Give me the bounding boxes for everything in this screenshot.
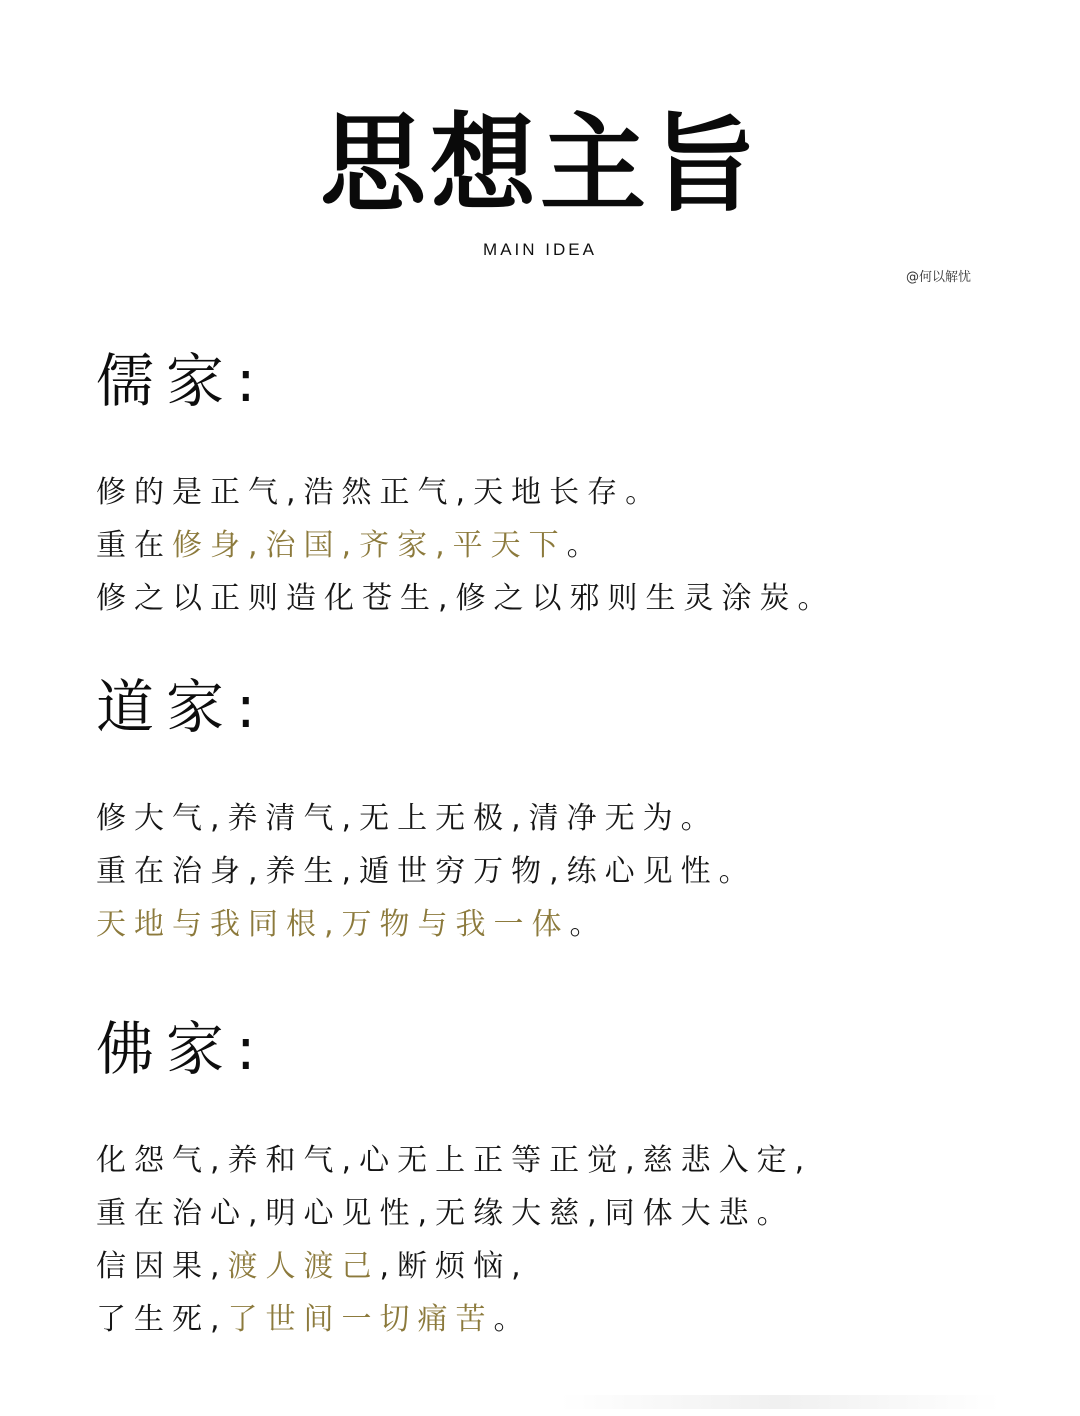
text-segment: 了生死, <box>96 1302 228 1337</box>
text-line <box>96 1134 812 1187</box>
text-line <box>96 1187 812 1240</box>
text-segment: ,断烦恼, <box>379 1249 529 1284</box>
text-segment: 。 <box>493 1302 532 1337</box>
page-subtitle: MAIN IDEA <box>483 240 597 259</box>
text-segment: 重在治心,明心见性,无缘大慈,同体大悲。 <box>96 1196 795 1231</box>
text-segment: 重在 <box>96 528 172 563</box>
section-lines <box>96 792 757 951</box>
section-lines <box>96 1134 812 1346</box>
section-heading: 佛家: <box>96 1015 268 1083</box>
text-segment: 信因果, <box>96 1249 228 1284</box>
text-segment: 。 <box>566 528 605 563</box>
section-lines <box>96 466 836 625</box>
text-line <box>96 845 757 898</box>
text-segment: 。 <box>569 907 608 942</box>
text-line <box>96 792 757 845</box>
section-buddhism <box>96 1014 812 1346</box>
page-title: 思想主旨 <box>320 103 760 226</box>
author-credit: @何以解忧 <box>906 270 972 285</box>
text-line <box>96 466 836 519</box>
text-segment: 修之以正则造化苍生,修之以邪则生灵涂炭。 <box>96 581 836 616</box>
text-line <box>96 1240 812 1293</box>
text-segment: 修的是正气,浩然正气,天地长存。 <box>96 475 664 510</box>
text-segment: 修大气,养清气,无上无极,清净无为。 <box>96 801 719 836</box>
text-segment: 重在治身,养生,遁世穷万物,练心见性。 <box>96 854 757 889</box>
text-line <box>96 519 836 572</box>
section-heading: 道家: <box>96 673 268 741</box>
highlighted-text: 渡人渡己 <box>227 1249 380 1284</box>
text-line <box>96 572 836 625</box>
highlighted-text: 了世间一切痛苦 <box>227 1302 494 1337</box>
section-confucianism <box>96 346 836 625</box>
section-taoism <box>96 672 757 951</box>
text-line <box>96 1293 812 1346</box>
text-segment: 化怨气,养和气,心无上正等正觉,慈悲入定, <box>96 1143 813 1178</box>
highlighted-text: 修身,治国,齐家,平天下 <box>172 528 567 563</box>
text-line <box>96 898 757 951</box>
section-heading: 儒家: <box>96 347 268 415</box>
bottom-fade-divider <box>560 1395 1000 1409</box>
highlighted-text: 天地与我同根,万物与我一体 <box>96 907 570 942</box>
